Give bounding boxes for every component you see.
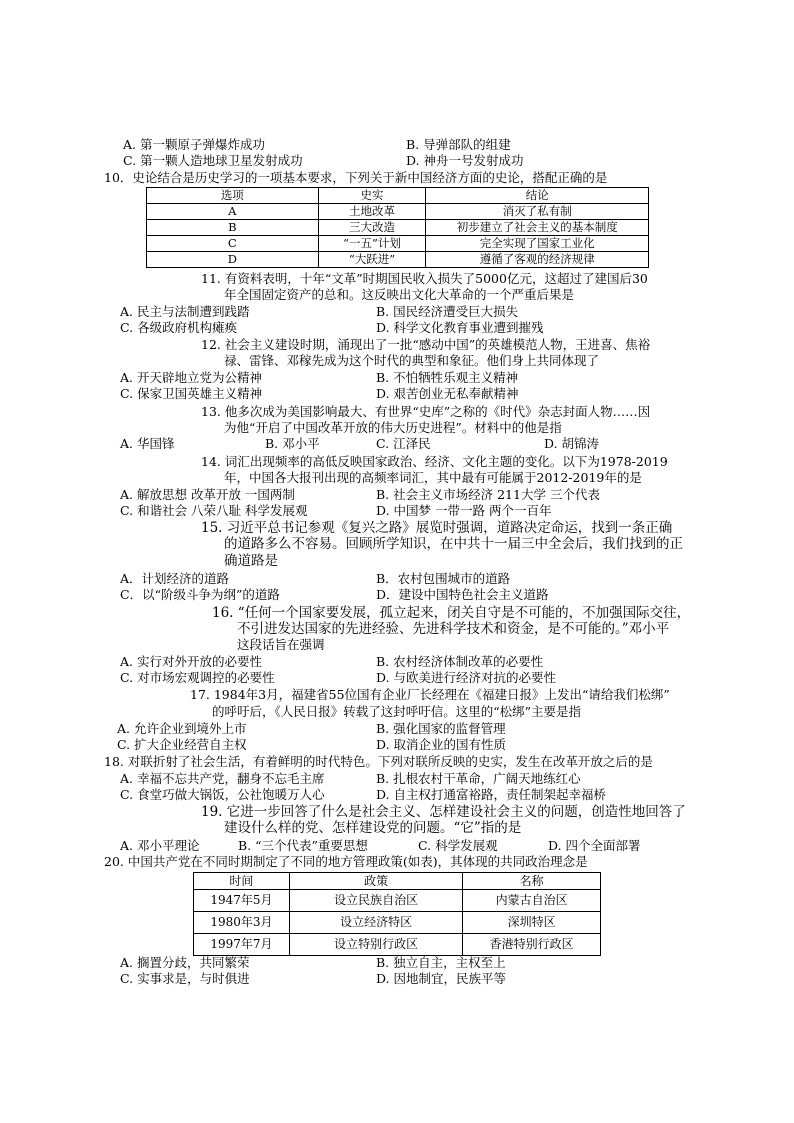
table-cell: A (147, 204, 319, 220)
table-header-cell: 时间 (194, 873, 290, 890)
table-row (147, 252, 649, 268)
q11-option-b: B. 国民经济遭受巨大损失 (376, 304, 519, 319)
q12-stem-line1: 12. 社会主义建设时期，涌现出了一批“感动中国”的英雄模范人物，王进喜、焦裕 (201, 337, 651, 352)
q16-option-d: D. 与欧美进行经济对抗的必要性 (376, 670, 557, 685)
q16-stem-line3: 这段话旨在强调 (237, 637, 325, 652)
q17-option-c: C. 扩大企业经营自主权 (117, 737, 247, 752)
q15-option-c: C．以“阶级斗争为纲”的道路 (120, 587, 280, 602)
q14-stem-line2: 年，中国各大报刊出现的高频率词汇，其中最有可能属于2012-2019年的是 (224, 470, 642, 485)
table-cell: 1997年7月 (194, 934, 290, 956)
q19-stem-line1: 19. 它进一步回答了什么是社会主义、怎样建设社会主义的问题，创造性地回答了 (201, 804, 686, 820)
q20-option-b: B. 独立自主，主权至上 (376, 955, 506, 970)
table-cell: 内蒙古自治区 (463, 890, 601, 912)
q16-stem-line1: 16. “任何一个国家要发展，孤立起来，闭关自守是不可能的，不加强国际交往， (212, 605, 691, 621)
table-row (147, 220, 649, 236)
table-cell: 初步建立了社会主义的基本制度 (426, 220, 649, 236)
table-cell: 深圳特区 (463, 912, 601, 934)
q11-stem-line2: 年全国固定资产的总和。这反映出文化大革命的一个严重后果是 (224, 287, 575, 302)
table-cell: 土地改革 (318, 204, 426, 220)
table-cell: D (147, 252, 319, 268)
table-cell: “一五”计划 (318, 236, 426, 252)
table-cell: 设立民族自治区 (289, 890, 463, 912)
table-cell: 1947年5月 (194, 890, 290, 912)
table-cell: 设立经济特区 (289, 912, 463, 934)
q14-option-d: D. 中国梦 一带一路 两个一百年 (376, 503, 552, 518)
table-cell: 1980年3月 (194, 912, 290, 934)
q17-option-b: B. 强化国家的监督管理 (376, 721, 506, 736)
q11-option-c: C. 各级政府机构瘫痪 (120, 320, 238, 335)
q9-option-d: D. 神舟一号发射成功 (406, 153, 524, 168)
table-header-cell: 政策 (289, 873, 463, 890)
q14-option-a: A. 解放思想 改革开放 一国两制 (120, 487, 295, 502)
q9-option-c: C. 第一颗人造地球卫星发射成功 (123, 153, 303, 168)
table-row (194, 890, 601, 912)
q9-option-a: A. 第一颗原子弹爆炸成功 (123, 137, 265, 152)
q13-option-d: D. 胡锦涛 (544, 436, 600, 451)
q19-option-c: C. 科学发展观 (418, 838, 498, 853)
q13-option-b: B. 邓小平 (265, 436, 320, 451)
q15-option-b: B．农村包围城市的道路 (376, 571, 511, 586)
q18-option-a: A. 幸福不忘共产党，翻身不忘毛主席 (120, 771, 325, 786)
table-cell: “大跃进” (318, 252, 426, 268)
q14-option-c: C. 和谐社会 八荣八耻 科学发展观 (120, 503, 308, 518)
q20-stem: 20. 中国共产党在不同时期制定了不同的地方管理政策(如表)，其体现的共同政治理念是 (104, 854, 588, 869)
q16-stem-line2: 不引进发达国家的先进经验、先进科学技术和资金，是不可能的。”邓小平 (237, 621, 670, 637)
table-cell: 三大改造 (318, 220, 426, 236)
table-cell: 香港特别行政区 (463, 934, 601, 956)
table-cell: C (147, 236, 319, 252)
q12-option-b: B. 不怕牺牲乐观主义精神 (376, 370, 519, 385)
q12-option-a: A. 开天辟地立党为公精神 (120, 370, 262, 385)
q13-stem-line2: 为他“开启了中国改革开放的伟大历史进程”。材料中的他是指 (224, 420, 562, 435)
q18-option-b: B. 扎根农村干革命，广阔天地练红心 (376, 771, 581, 786)
q15-stem-line2: 的道路多么不容易。回顾所学知识，在中共十一届三中全会后，我们找到的正 (224, 536, 683, 552)
q16-option-c: C. 对市场宏观调控的必要性 (120, 670, 275, 685)
q17-stem-line1: 17. 1984年3月，福建省55位国有企业厂长经理在《福建日报》上发出“请给我们松绑” (190, 687, 670, 702)
table-cell: 设立特别行政区 (289, 934, 463, 956)
table-cell: 消灭了私有制 (426, 204, 649, 220)
table-header-cell: 结论 (426, 188, 649, 204)
q20-table (193, 872, 601, 956)
q14-stem-line1: 14. 词汇出现频率的高低反映国家政治、经济、文化主题的变化。以下为1978-2019 (201, 454, 668, 469)
table-header-row (147, 188, 649, 204)
q19-option-a: A. 邓小平理论 (120, 838, 200, 853)
table-header-row (194, 873, 601, 890)
q12-option-c: C. 保家卫国英雄主义精神 (120, 386, 263, 401)
table-row (147, 204, 649, 220)
q20-option-c: C. 实事求是，与时俱进 (120, 971, 250, 986)
table-row (194, 912, 601, 934)
q18-stem: 18. 对联折射了社会生活，有着鲜明的时代特色。下列对联所反映的史实，发生在改革开放之后的是 (104, 754, 653, 769)
q19-stem-line2: 建设什么样的党、怎样建设党的问题。“它”指的是 (224, 820, 522, 836)
q16-option-b: B. 农村经济体制改革的必要性 (376, 654, 544, 669)
q14-option-b: B. 社会主义市场经济 211大学 三个代表 (376, 487, 600, 502)
q15-stem-line1: 15. 习近平总书记参观《复兴之路》展览时强调，道路决定命运，找到一条正确 (201, 520, 673, 536)
q18-option-c: C. 食堂巧做大锅饭，公社饱暖万人心 (120, 787, 325, 802)
q15-stem-line3: 确道路是 (224, 553, 278, 569)
q15-option-d: D．建设中国特色社会主义道路 (376, 587, 549, 602)
q18-option-d: D. 自主权打通富裕路，责任制架起幸福桥 (376, 787, 607, 802)
q10-table (146, 187, 649, 268)
table-row (147, 236, 649, 252)
q17-stem-line2: 的呼吁后，《人民日报》转载了这封呼吁信。这里的“松绑”主要是指 (212, 704, 582, 719)
q15-option-a: A．计划经济的道路 (120, 571, 230, 586)
q11-option-a: A. 民主与法制遭到践踏 (120, 304, 250, 319)
q19-option-d: D. 四个全面部署 (548, 838, 641, 853)
table-row (194, 934, 601, 956)
table-cell: 遵循了客观的经济规律 (426, 252, 649, 268)
table-header-cell: 选项 (147, 188, 319, 204)
table-header-cell: 名称 (463, 873, 601, 890)
q12-option-d: D. 艰苦创业无私奉献精神 (376, 386, 519, 401)
q17-option-d: D. 取消企业的国有性质 (376, 737, 507, 752)
q16-option-a: A. 实行对外开放的必要性 (120, 654, 262, 669)
q12-stem-line2: 禄、雷锋、邓稼先成为这个时代的典型和象征。他们身上共同体现了 (224, 353, 600, 368)
q20-option-a: A. 搁置分歧，共同繁荣 (120, 955, 250, 970)
q11-stem-line1: 11. 有资料表明，十年“文革”时期国民收入损失了5000亿元，这超过了建国后30 (201, 271, 648, 286)
q17-option-a: A. 允许企业到境外上市 (117, 721, 247, 736)
q13-stem-line1: 13. 他多次成为美国影响最大、有世界“史库”之称的《时代》杂志封面人物……因 (201, 404, 651, 419)
q9-option-b: B. 导弹部队的组建 (406, 137, 511, 152)
table-header-cell: 史实 (318, 188, 426, 204)
table-cell: B (147, 220, 319, 236)
q13-option-a: A. 华国锋 (120, 436, 175, 451)
table-cell: 完全实现了国家工业化 (426, 236, 649, 252)
q20-option-d: D. 因地制宜，民族平等 (376, 971, 507, 986)
q11-option-d: D. 科学文化教育事业遭到摧残 (376, 320, 544, 335)
q13-option-c: C. 江泽民 (376, 436, 431, 451)
q19-option-b: B. “三个代表”重要思想 (238, 838, 368, 853)
q10-stem: 10．史论结合是历史学习的一项基本要求，下列关于新中国经济方面的史论，搭配正确的是 (104, 170, 608, 185)
